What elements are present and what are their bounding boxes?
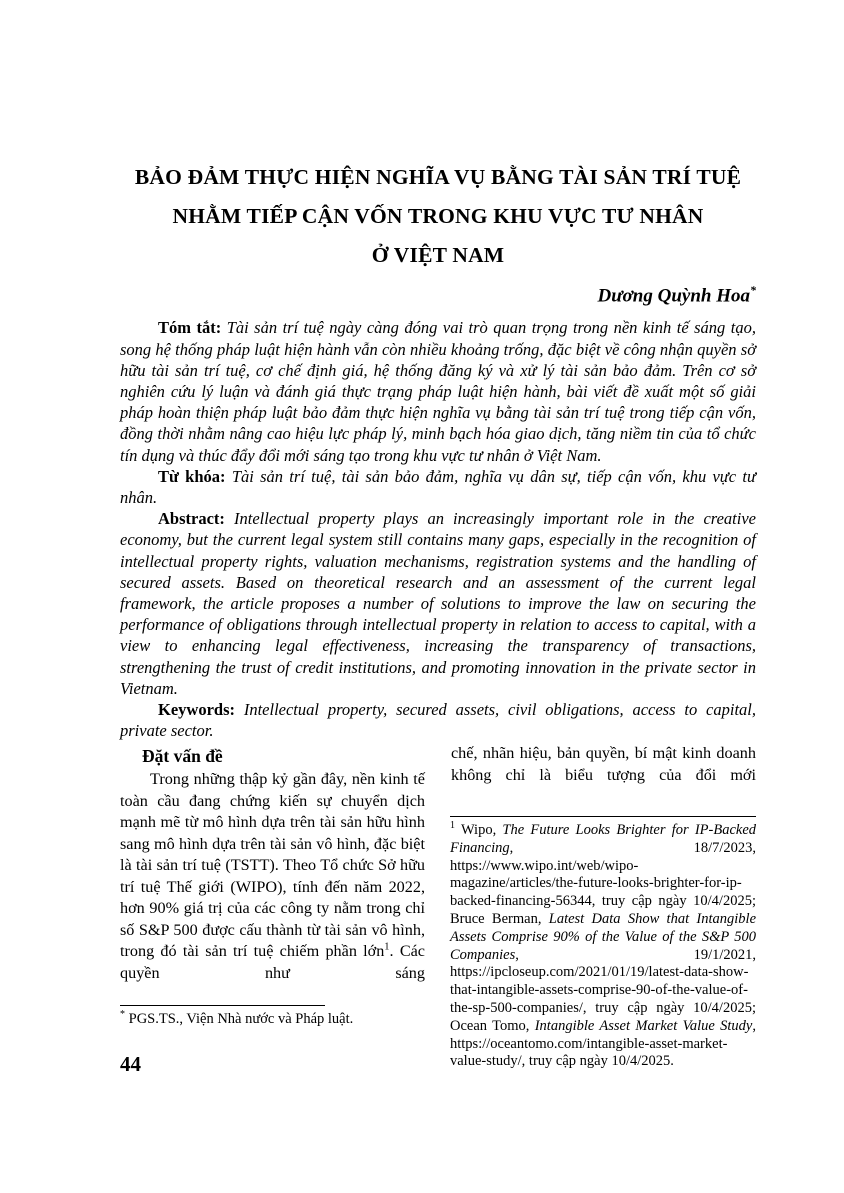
- footnote-1-block: [450, 816, 756, 1071]
- abstract-vi: [120, 317, 756, 465]
- footnote-1-seg-2: , 18/7/2023, https://www.wipo.int/web/wipo-magazine/articles/the-future-looks-brighter-for-ip-backed-financing-56344, truy cập ngày 10/4/2025; Bruce Berman,: [450, 839, 756, 927]
- footnote-1-seg-3: Latest Data Show that Intangible Assets Comprise 90% of the Value of the S&P 500 Companies: [450, 910, 757, 963]
- right-column-paragraph: chế, nhãn hiệu, bản quyền, bí mật kinh doanh không chỉ là biểu tượng của đổi mới: [451, 744, 756, 784]
- author-footnote-marker-bottom: *: [120, 1009, 125, 1021]
- article-title-line-3: Ở VIỆT NAM: [371, 243, 505, 267]
- footnote-1-marker: 1: [450, 820, 455, 832]
- abstract-en-label: Abstract:: [158, 509, 225, 529]
- keywords-vi: [120, 466, 756, 508]
- article-title-line-2: NHẰM TIẾP CẬN VỐN TRONG KHU VỰC TƯ NHÂN: [172, 204, 704, 228]
- keywords-vi-text: Tài sản trí tuệ, tài sản bảo đảm, nghĩa vụ dân sự, tiếp cận vốn, khu vực tư nhân.: [120, 466, 756, 507]
- left-paragraph-text: Trong những thập kỷ gần đây, nền kinh tế toàn cầu đang chứng kiến sự chuyển dịch mạnh mẽ từ mô hình dựa trên tài sản hữu hình sang mô hình dựa trên tài sản vô hình, đặc biệt là tài sản trí tuệ (TSTT). Theo Tổ chức Sở hữu trí tuệ Thế giới (WIPO), tính đến năm 2022, hơn 90% giá trị của các công ty nằm trong chỉ số S&P 500 được cấu thành từ tài sản vô hình, trong đó tài sản trí tuệ chiếm phần lớn: [120, 770, 425, 961]
- right-column: [451, 743, 756, 786]
- abstract-en: [120, 508, 756, 699]
- keywords-en-text: Intellectual property, secured assets, civil obligations, access to capital, private sector.: [120, 699, 756, 741]
- footnote-1-reference: 1: [384, 942, 390, 953]
- left-column-paragraph: [120, 769, 425, 984]
- article-title: [120, 158, 756, 275]
- author-name: Dương Quỳnh Hoa: [597, 285, 750, 307]
- left-paragraph-text-continued: . Các quyền như sáng: [120, 942, 425, 982]
- keywords-en-label: Keywords:: [158, 699, 235, 719]
- abstract-en-text: Intellectual property plays an increasingly important role in the creative economy, but the current legal system still contains many gaps, especially in the recognition of intellectual property rights, valuation mechanisms, registration systems and the handling of secured assets. Based on theoretical research and an assessment of the current legal framework, the article proposes a number of solutions to improve the law on securing the performance of obligations through intellectual property in relation to access to capital, with a view to enhancing legal effectiveness, increasing the transparency of transactions, strengthening the trust of credit institutions, and promoting innovation in the private sector in Vietnam.: [120, 509, 756, 698]
- author-footnote: [120, 1011, 426, 1029]
- keywords-en: [120, 699, 756, 741]
- page-number: 44: [120, 1052, 141, 1076]
- abstract-vi-text: Tài sản trí tuệ ngày càng đóng vai trò quan trọng trong nền kinh tế sáng tạo, song hệ thống pháp luật hiện hành vẫn còn nhiều khoảng trống, đặc biệt về công nhận quyền sở hữu tài sản trí tuệ, cơ chế định giá, hệ thống đăng ký và xử lý tài sản bảo đảm. Trên cơ sở nghiên cứu lý luận và đánh giá thực trạng pháp luật hiện hành, bài viết đề xuất một số giải pháp hoàn thiện pháp luật bảo đảm thực hiện nghĩa vụ bằng tài sản trí tuệ trong tiếp cận vốn, đồng thời nhằm nâng cao hiệu lực pháp lý, minh bạch hóa giao dịch, tăng niềm tin của tổ chức tín dụng và thúc đẩy đổi mới sáng tạo trong khu vực tư nhân ở Việt Nam.: [120, 318, 756, 465]
- author-line: [120, 277, 756, 309]
- footnote-1-seg-1: The Future Looks Brighter for IP-Backed Financing: [450, 822, 757, 856]
- abstract-vi-label: Tóm tắt:: [158, 318, 222, 338]
- footnote-separator: [450, 816, 756, 817]
- author-footnote-marker: *: [750, 283, 756, 297]
- footnote-1: [450, 822, 756, 1071]
- left-column: [120, 743, 425, 984]
- author-footnote-text: PGS.TS., Viện Nhà nước và Pháp luật.: [125, 1011, 354, 1027]
- author-footnote-block: [120, 1005, 426, 1029]
- footnote-1-seg-4: , 19/1/2021, https://ipcloseup.com/2021/01/19/latest-data-show-that-intangible-assets-comprise-90-of-the-value-of-the-sp-500-companies/, truy cập ngày 10/4/2025; Ocean Tomo,: [450, 946, 756, 1034]
- footnote-1-seg-5: Intangible Asset Market Value Study: [534, 1017, 753, 1034]
- keywords-vi-label: Từ khóa:: [158, 466, 226, 486]
- footnote-1-seg-6: , https://oceantomo.com/intangible-asset-market-value-study/, truy cập ngày 10/4/2025.: [450, 1017, 756, 1070]
- section-heading: Đặt vấn đề: [142, 746, 223, 767]
- article-title-line-1: BẢO ĐẢM THỰC HIỆN NGHĨA VỤ BẰNG TÀI SẢN TRÍ TUỆ: [134, 165, 742, 189]
- footnote-1-seg-0: Wipo,: [455, 822, 503, 838]
- author-footnote-separator: [120, 1005, 325, 1006]
